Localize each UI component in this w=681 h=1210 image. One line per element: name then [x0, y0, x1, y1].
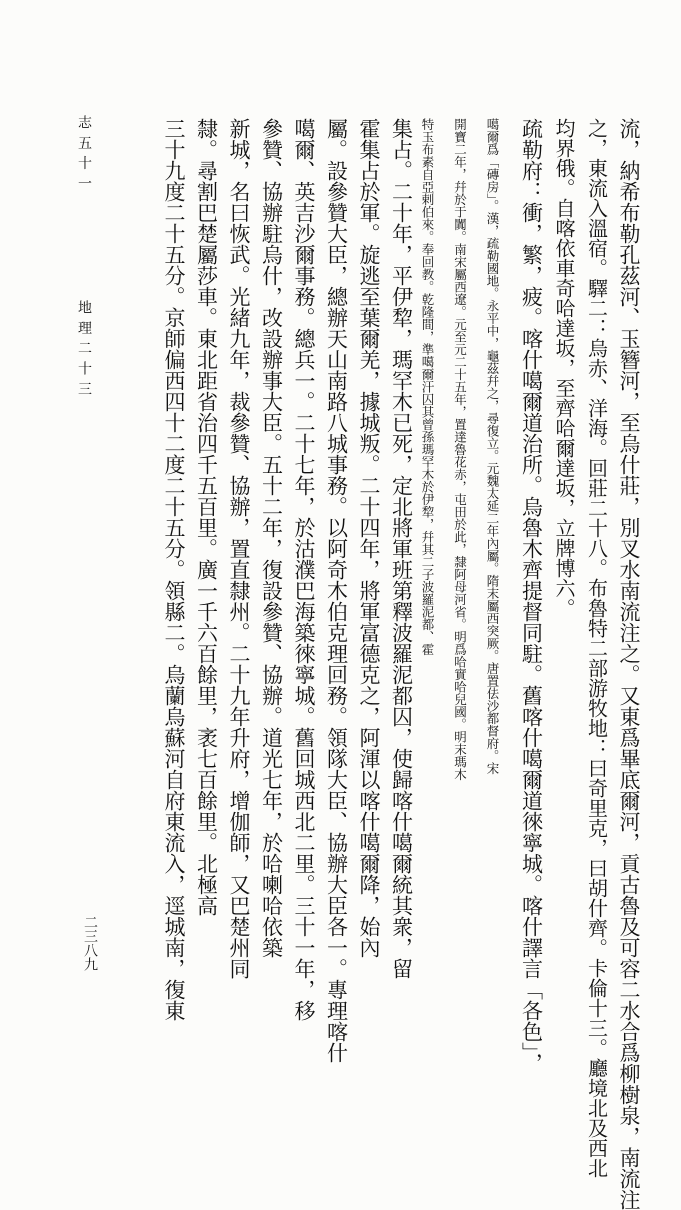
- section-label: 地 理 二 十 三: [76, 300, 92, 397]
- text-column: 特玉布素自亞剌伯來。奉回教。乾隆間，準噶爾汗囚其曾孫瑪罕木於伊犂，幷其二子波羅泥都、霍: [420, 118, 435, 656]
- text-column: 噶爾、英吉沙爾事務。總兵一。二十七年，於沽濮巴海築徠寧城。舊回城西北二里。三十一年，移: [292, 118, 316, 1021]
- text-column: 三十九度二十五分。京師偏西四十二度二十五分。領縣二。烏蘭烏蘇河自府東流入，逕城南，復東: [162, 118, 186, 1021]
- text-column: 開寶二年，幷於于闐。南宋屬西遼。元至元二十五年，置達魯花赤，屯田於此，隸阿母河省。明爲哈實哈兒國。明末瑪木: [452, 118, 468, 781]
- text-column: 新城，名曰恢武。光緒九年，裁參贊、協辦，置直隸州。二十九年升府，增伽師，又巴楚州同: [227, 118, 251, 979]
- page-number: 二三八九: [82, 915, 98, 971]
- text-column: 霍集占於軍。旋逃至葉爾羌，據城叛。二十四年，將軍富德克之，阿渾以喀什噶爾降，始內: [357, 118, 381, 958]
- text-column: 參贊、協辦駐烏什，改設辦事大臣。五十二年，復設參贊、協辦。道光七年，於哈喇哈依築: [259, 118, 284, 958]
- volume-label: 志 五 十 一: [76, 115, 92, 192]
- text-column: 屬。設參贊大臣，總辦天山南路八城事務。以阿奇木伯克理回務。領隊大臣、協辦大臣各一。專理喀什: [324, 118, 349, 1063]
- text-column: 集占。二十年，平伊犂，瑪罕木已死，定北將軍班第釋波羅泥都囚，使歸喀什噶爾統其衆，留: [389, 118, 414, 979]
- text-column: 隸。尋割巴楚屬莎車。東北距省治四千五百里。廣一千六百餘里，袤七百餘里。北極高: [194, 118, 219, 916]
- text-column: 之，東流入溫宿。驛二：烏赤、洋海。回莊二十八。布魯特二部游牧地：曰奇里克，曰胡什齊。卡倫十三。廳境北及西北: [584, 118, 609, 1178]
- text-column: 疏勒府：衝，繁，疲。喀什噶爾道治所。烏魯木齊提督同駐。舊喀什噶爾道徠寧城。喀什譯言「各色」，: [519, 118, 544, 1074]
- text-column: 噶爾爲「磚房」。漢，疏勒國地。永平中，龜茲幷之，尋復立。元魏太延二年內屬。隋末屬西突厥。唐置佉沙都督府。宋: [485, 118, 500, 775]
- text-column: 流，納希布勒孔茲河、玉簪河，至烏什莊，別叉水南流注之。又東爲畢底爾河，貢古魯及可容二水合爲柳樹泉，南流注: [617, 118, 641, 1210]
- text-column: 均界俄。自喀依車奇哈達坂，至齊哈爾達坂，立牌博六。: [552, 118, 576, 618]
